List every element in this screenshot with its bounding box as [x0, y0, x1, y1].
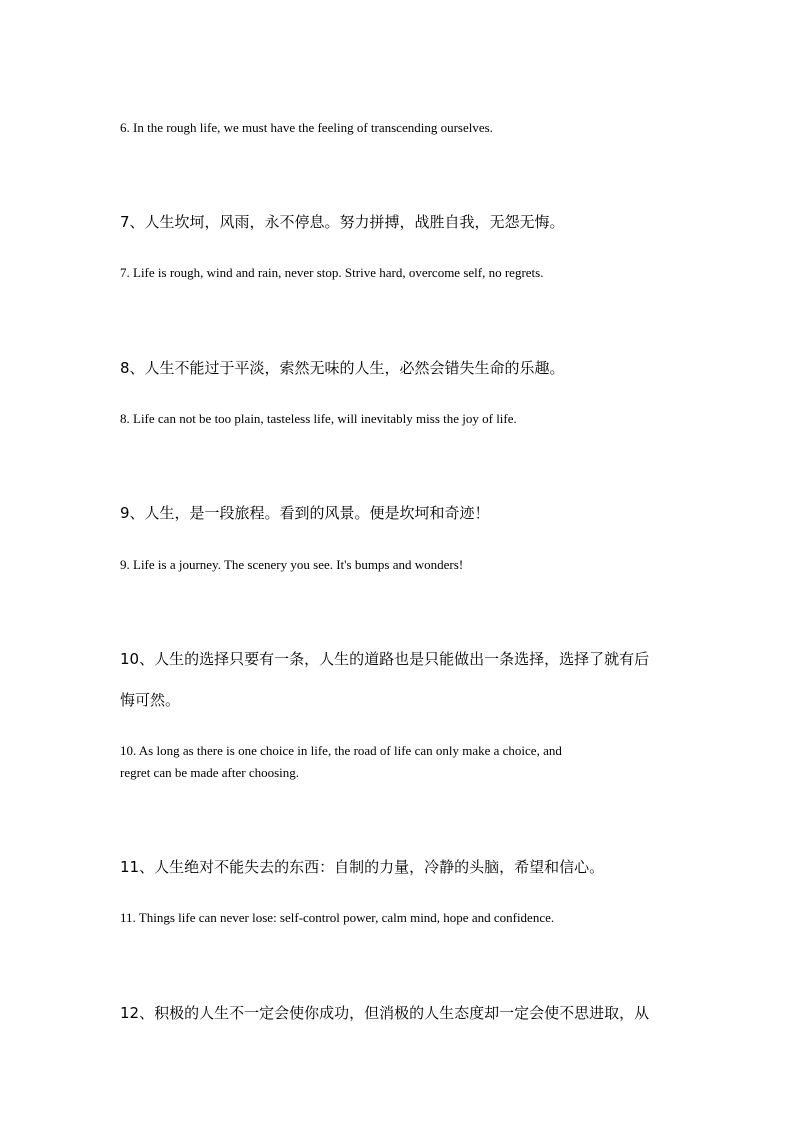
paragraph-6-english: 6. In the rough life, we must have the feeling of transcending ourselves.: [120, 120, 493, 135]
paragraph-7-chinese: 7、人生坎坷，风雨，永不停息。努力拼搏，战胜自我，无怨无悔。: [120, 213, 565, 231]
paragraph-10-chinese-line-1: 10、人生的选择只要有一条，人生的道路也是只能做出一条选择，选择了就有后: [120, 650, 650, 668]
paragraph-9-chinese: 9、人生，是一段旅程。看到的风景。便是坎坷和奇迹！: [120, 504, 490, 522]
paragraph-12-chinese: 12、积极的人生不一定会使你成功，但消极的人生态度却一定会使不思进取，从: [120, 1004, 650, 1022]
paragraph-11-english: 11. Things life can never lose: self-control power, calm mind, hope and confidence.: [120, 910, 555, 925]
paragraph-9-english: 9. Life is a journey. The scenery you see. It's bumps and wonders!: [120, 557, 464, 572]
paragraph-10-english-line-2: regret can be made after choosing.: [120, 765, 300, 780]
paragraph-8-chinese: 8、人生不能过于平淡，索然无味的人生，必然会错失生命的乐趣。: [120, 359, 565, 377]
paragraph-10-english-line-1: 10. As long as there is one choice in life, the road of life can only make a choice, and: [120, 743, 562, 758]
paragraph-7-english: 7. Life is rough, wind and rain, never stop. Strive hard, overcome self, no regrets.: [120, 265, 544, 280]
paragraph-10-chinese-line-2: 悔可然。: [120, 691, 181, 709]
paragraph-8-english: 8. Life can not be too plain, tasteless life, will inevitably miss the joy of life.: [120, 411, 517, 426]
paragraph-11-chinese: 11、人生绝对不能失去的东西：自制的力量，冷静的头脑，希望和信心。: [120, 858, 605, 876]
